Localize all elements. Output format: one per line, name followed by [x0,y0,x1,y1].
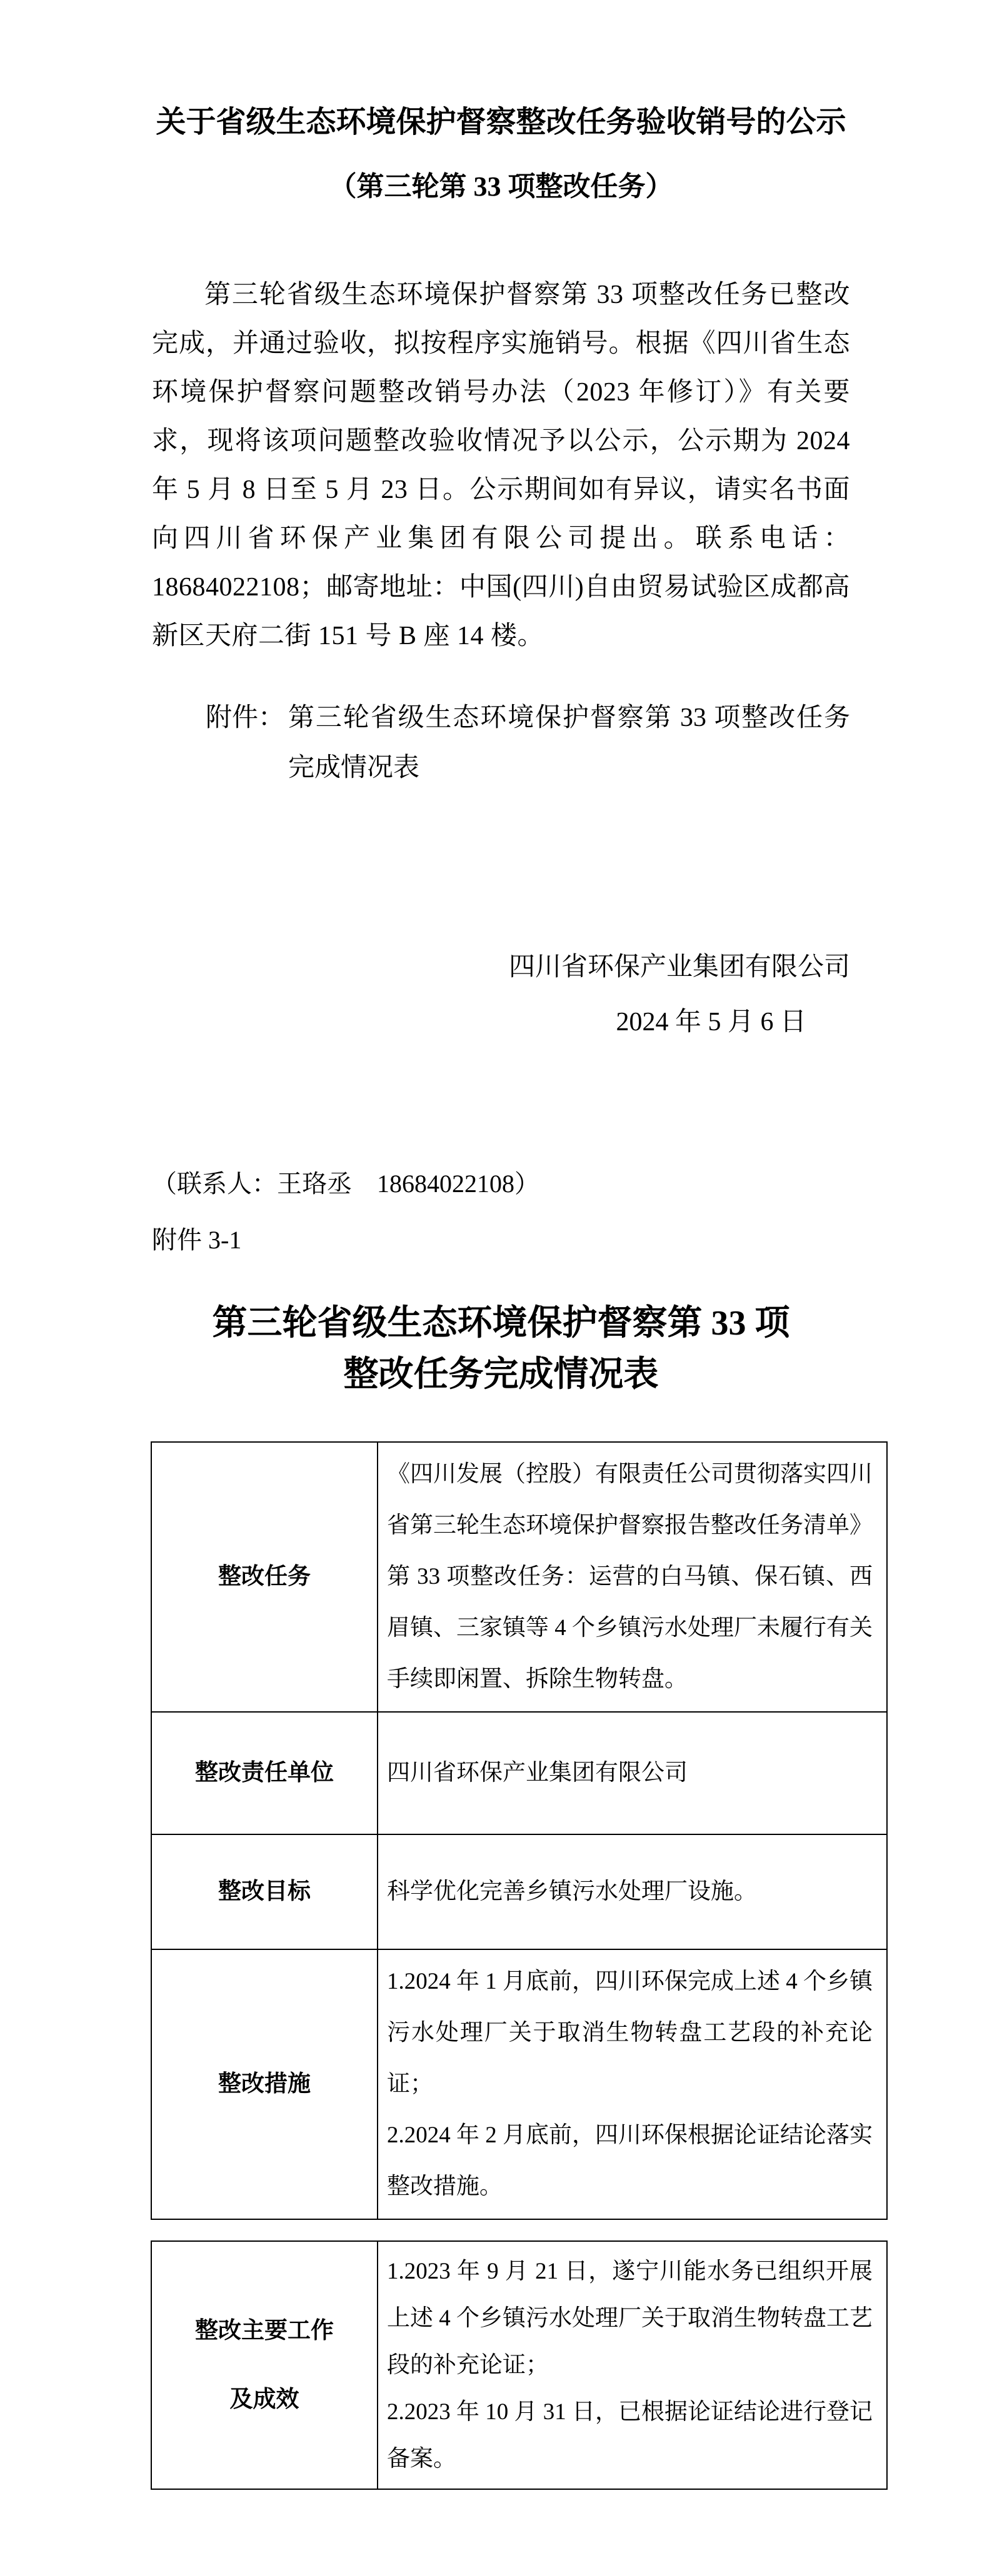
row-results-item-2: 2.2023 年 10 月 31 日，已根据论证结论进行登记备案。 [387,2399,873,2472]
row-goal-content [378,1834,887,1949]
row-results-content [378,2241,887,2489]
row-unit-paragraph: 四川省环保产业集团有限公司 [387,1760,688,1786]
attachment-label: 附件： [206,704,285,732]
table-row-goal [151,1834,887,1949]
signature-org: 四川省环保产业集团有限公司 [508,953,850,982]
row-task-label-text: 整改任务 [218,1564,311,1589]
appendix-number: 附件 3-1 [152,1226,242,1254]
table-title-line1: 第三轮省级生态环境保护督察第 33 项 [212,1304,790,1343]
completion-table-continued [151,2240,888,2490]
table-title-line2: 整改任务完成情况表 [343,1355,659,1394]
table-row-task [151,1442,887,1712]
row-measures-content [378,1949,887,2219]
body-paragraph: 第三轮省级生态环境保护督察第 33 项整改任务已整改完成，并通过验收，拟按程序实施销号。根据《四川省生态环境保护督察问题整改销号办法（2023 年修订）》有关要求，现将该项问题整改验收情况予以公示，公示期为 2024 年 5 月 8 日至 5 月 23 日。公示期间如有异议，请实名书面向四川省环保产业集团有限公司提出。联系电话：18684022108；邮寄地址：中国(四川)自由贸易试验区成都高新区天府二街 151 号 B 座 14 楼。 [152,281,850,650]
attachment-note [152,693,850,793]
signature-date: 2024 年 5 月 6 日 [616,1008,806,1037]
row-unit-content [378,1712,887,1834]
doc-title-line2: （第三轮第 33 项整改任务） [329,171,673,202]
row-measures-label-text: 整改措施 [218,2071,311,2097]
table-row-results [151,2241,887,2489]
row-measures-item-1: 1.2024 年 1 月底前，四川环保完成上述 4 个乡镇污水处理厂关于取消生物转盘工艺段的补充论证； [387,1969,873,2097]
row-measures-item-2: 2.2024 年 2 月底前，四川环保根据论证结论落实整改措施。 [387,2122,873,2199]
table-row-measures [151,1949,887,2219]
row-unit-label [151,1712,378,1834]
row-task-paragraph: 《四川发展（控股）有限责任公司贯彻落实四川省第三轮生态环境保护督察报告整改任务清单》第 33 项整改任务：运营的白马镇、保石镇、西眉镇、三家镇等 4 个乡镇污水处理厂未履行有关手续即闲置、拆除生物转盘。 [387,1461,873,1692]
doc-title-line1: 关于省级生态环境保护督察整改任务验收销号的公示 [156,106,846,139]
row-task-content [378,1442,887,1712]
row-results-label [151,2241,378,2489]
row-measures-label [151,1949,378,2219]
row-goal-paragraph: 科学优化完善乡镇污水处理厂设施。 [387,1879,757,1904]
table-row-unit [151,1712,887,1834]
table-title [152,1298,850,1400]
row-goal-label [151,1834,378,1949]
row-goal-label-text: 整改目标 [218,1879,311,1904]
completion-table [151,1441,888,2220]
row-task-label [151,1442,378,1712]
row-results-label-line2: 及成效 [229,2386,299,2412]
contact-line: （联系人：王珞丞 18684022108） [152,1170,539,1198]
row-unit-label-text: 整改责任单位 [195,1760,334,1786]
attachment-text: 第三轮省级生态环境保护督察第 33 项整改任务完成情况表 [288,704,850,782]
row-results-label-line1: 整改主要工作 [195,2317,334,2344]
row-results-item-1: 1.2023 年 9 月 21 日，遂宁川能水务已组织开展上述 4 个乡镇污水处理厂关于取消生物转盘工艺段的补充论证； [387,2259,873,2378]
